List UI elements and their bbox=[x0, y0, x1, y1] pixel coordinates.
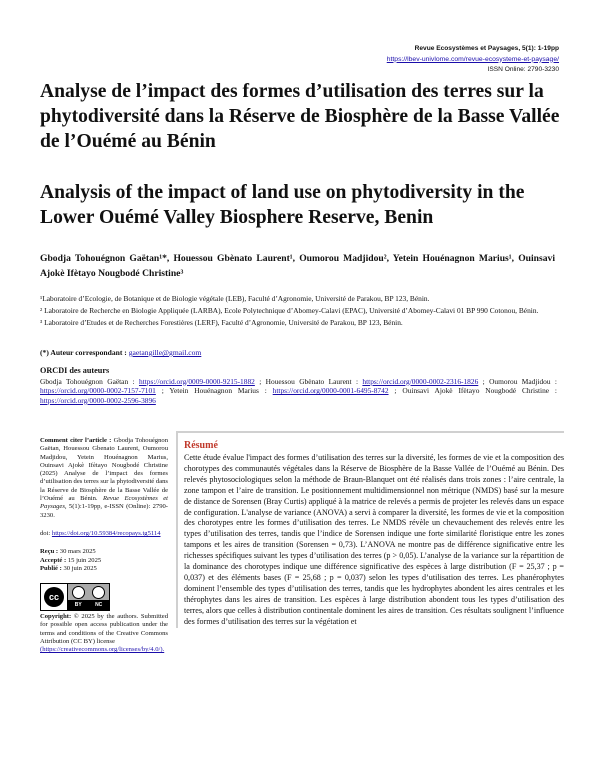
citation-text bbox=[40, 437, 168, 520]
affiliation-3: ³ Laboratoire d’Etudes et de Recherches Forestières (LERF), Faculté d’Agronomie, Université de Parakou, BP 123, Bénin. bbox=[40, 318, 403, 328]
cc-logo-icon: cc bbox=[44, 587, 64, 607]
orcid-link-2[interactable]: https://orcid.org/0000-0002-2316-1826 bbox=[362, 376, 479, 386]
orcid-author-3: ; Oumorou Madjidou : bbox=[478, 376, 557, 386]
cc-nc-label: NC bbox=[95, 602, 103, 608]
accepted-date: 15 juin 2025 bbox=[67, 556, 102, 564]
affiliation-2: ² Laboratoire de Recherche en Biologie Appliquée (LARBA), Ecole Polytechnique d’Abomey-Calavi (EPAC), Université d’Abomey-Calavi 01 BP 990 Cotonou, Bénin. bbox=[40, 306, 539, 316]
accepted-label: Accepté : bbox=[40, 556, 68, 564]
journal-url-link[interactable]: https://lbev-univlome.com/revue-ecosysteme-et-paysage/ bbox=[386, 55, 559, 63]
title-english: Analysis of the impact of land use on phytodiversity in the Lower Ouémé Valley Biosphere Reserve, Benin bbox=[40, 182, 525, 228]
doi bbox=[40, 530, 168, 538]
doi-link[interactable]: https://doi.org/10.59384/recopays.tg5114 bbox=[51, 529, 161, 537]
abstract-section bbox=[176, 431, 564, 628]
orcid-heading: ORCDI des auteurs bbox=[40, 366, 110, 375]
corresponding-author bbox=[40, 348, 201, 357]
citation-journal: Revue Ecosystèmes et Paysages, bbox=[40, 495, 169, 511]
received-label: Reçu : bbox=[40, 548, 60, 556]
orcid-link-3[interactable]: https://orcid.org/0000-0002-7157-7101 bbox=[40, 386, 156, 396]
cc-license-badge[interactable] bbox=[40, 583, 110, 611]
citation-tail: 5(1):1-19pp, e-ISSN (Online): 2790-3230. bbox=[40, 503, 168, 519]
doi-label: doi: bbox=[40, 529, 52, 537]
corresponding-email-link[interactable]: gaetangille@gmail.com bbox=[128, 348, 202, 357]
citation-sidebar bbox=[40, 437, 168, 655]
article-dates bbox=[40, 548, 168, 573]
abstract-heading: Résumé bbox=[184, 440, 218, 451]
title-french: Analyse de l’impact des formes d’utilisation des terres sur la phytodiversité dans la Réserve de Biosphère de la Basse Vallée de l’Ouémé au Bénin bbox=[40, 81, 560, 152]
copyright-label: Copyright: bbox=[40, 613, 72, 621]
orcid-author-1: Gbodja Tohouégnon Gaëtan : bbox=[40, 376, 139, 386]
orcid-link-4[interactable]: https://orcid.org/0000-0001-6495-8742 bbox=[272, 386, 389, 396]
noncommercial-icon bbox=[92, 586, 105, 599]
orcid-author-5: ; Ouinsavi Ajokè Ifètayo Nougbodé Christine : bbox=[388, 386, 557, 396]
copyright-notice bbox=[40, 613, 168, 654]
received-date: 30 mars 2025 bbox=[59, 548, 96, 556]
by-person-icon bbox=[72, 586, 85, 599]
orcid-link-1[interactable]: https://orcid.org/0009-0000-9215-1882 bbox=[138, 376, 255, 386]
orcid-author-4: ; Yetein Houénagnon Marius : bbox=[155, 386, 273, 396]
corresponding-label: (*) Auteur correspondant : bbox=[40, 348, 127, 357]
affiliation-1: ¹Laboratoire d’Ecologie, de Botanique et de Biologie végétale (LEB), Faculté d’Agronomie, Université de Parakou, BP 123, Bénin. bbox=[40, 294, 430, 303]
orcid-list bbox=[40, 377, 557, 406]
citation-body: Gbodja Tohouégnon Gaëtan, Houessou Gbenato Laurent, Oumorou Madjidou, Yetein Houénagnon Marius, Ouinsavi Ajokè Ifètayo Nougbodé Christine (2025) Analyse de l’impact des formes d’utilisation des terres sur la phytodiversité dans la Réserve de Biosphère de la Basse Vallée de l’Ouémé au Bénin. bbox=[40, 437, 168, 503]
license-link[interactable]: (https://creativecommons.org/licenses/by/4.0/). bbox=[40, 646, 165, 654]
citation-label: Comment citer l’article : bbox=[40, 437, 114, 444]
journal-name: Revue Ecosystèmes et Paysages, 5(1): 1-19pp bbox=[414, 45, 559, 52]
orcid-author-2: ; Houessou Gbènato Laurent : bbox=[254, 376, 363, 386]
affiliations bbox=[40, 294, 557, 331]
abstract-text: Cette étude évalue l'impact des formes d’utilisation des terres sur la diversité, les formes de vie et la composition des chorotypes des communautés végétales dans la Réserve de Biosphère de la Basse Vallée de l’Ouémé au Bénin. Des relevés phytosociologiques selon la méthode de Braun-Blanquet ont été réalisés dans trois zones : l’aire centrale, la zone tampon et l’aire de transition. Le positionnement multidimensionnel non métrique (NMDS) basé sur la mesure de distance de Sorensen (Bray Curtis) appliqué à la matrice de relevés a permis de projeter les relevés dans un espace de configuration. L'analyse de variance (ANOVA) a servi à comparer la diversité, les formes de vie et la composition des chorotypes entre les formes d’utilisation des terres. Le NMDS révèle un chevauchement des relevés entre les types d’utilisation des terres, tandis que l’indice de Sorensen indique une forte similarité floristique entre les zones tampons et les aires de transition (Sorensen = 0,73). L’ANOVA ne montre pas de différence significative entre les richesses spécifiques suivant les types d’utilisation des terres (p > 0,05). L’analyse de la variance sur la répartition de la dominance des chorotypes indique une différence significative des espèces à large distribution (F = 25,37 ; p = 0,037) et des éléments bases (F = 25,68 ; p = 0,037) selon les types d’utilisation des terres. Les phanérophytes dominent l’ensemble des types d’utilisation des terres, tandis que les hydrophytes abondent les aires centrales et les thérophytes dans les aires de transition. Les espèces à large distribution abondent tous les types d’utilisation des terres, alors que celles à distribution continentale dominent les aires de transition. Ces résultats soulignent l’influence des formes d’utilisation des terres sur la végétation et bbox=[184, 453, 564, 626]
author-list: Gbodja Tohouégnon Gaëtan¹*, Houessou Gbènato Laurent¹, Oumorou Madjidou², Yetein Houénagnon Marius¹, Ouinsavi Ajokè Ifètayo Nougbodé Christine³ bbox=[40, 253, 555, 279]
journal-header bbox=[387, 44, 559, 76]
copyright-text: © 2025 by the authors. Submitted for possible open access publication under the terms and conditions of the Creative Commons Attribution (CC BY) license bbox=[40, 613, 168, 646]
published-date: 30 juin 2025 bbox=[63, 564, 97, 572]
orcid-link-5[interactable]: https://orcid.org/0000-0002-2596-3896 bbox=[40, 395, 156, 405]
cc-by-label: BY bbox=[74, 602, 82, 608]
journal-issn: ISSN Online: 2790-3230 bbox=[487, 66, 559, 73]
orcid-section bbox=[40, 366, 557, 405]
published-label: Publié : bbox=[40, 564, 64, 572]
